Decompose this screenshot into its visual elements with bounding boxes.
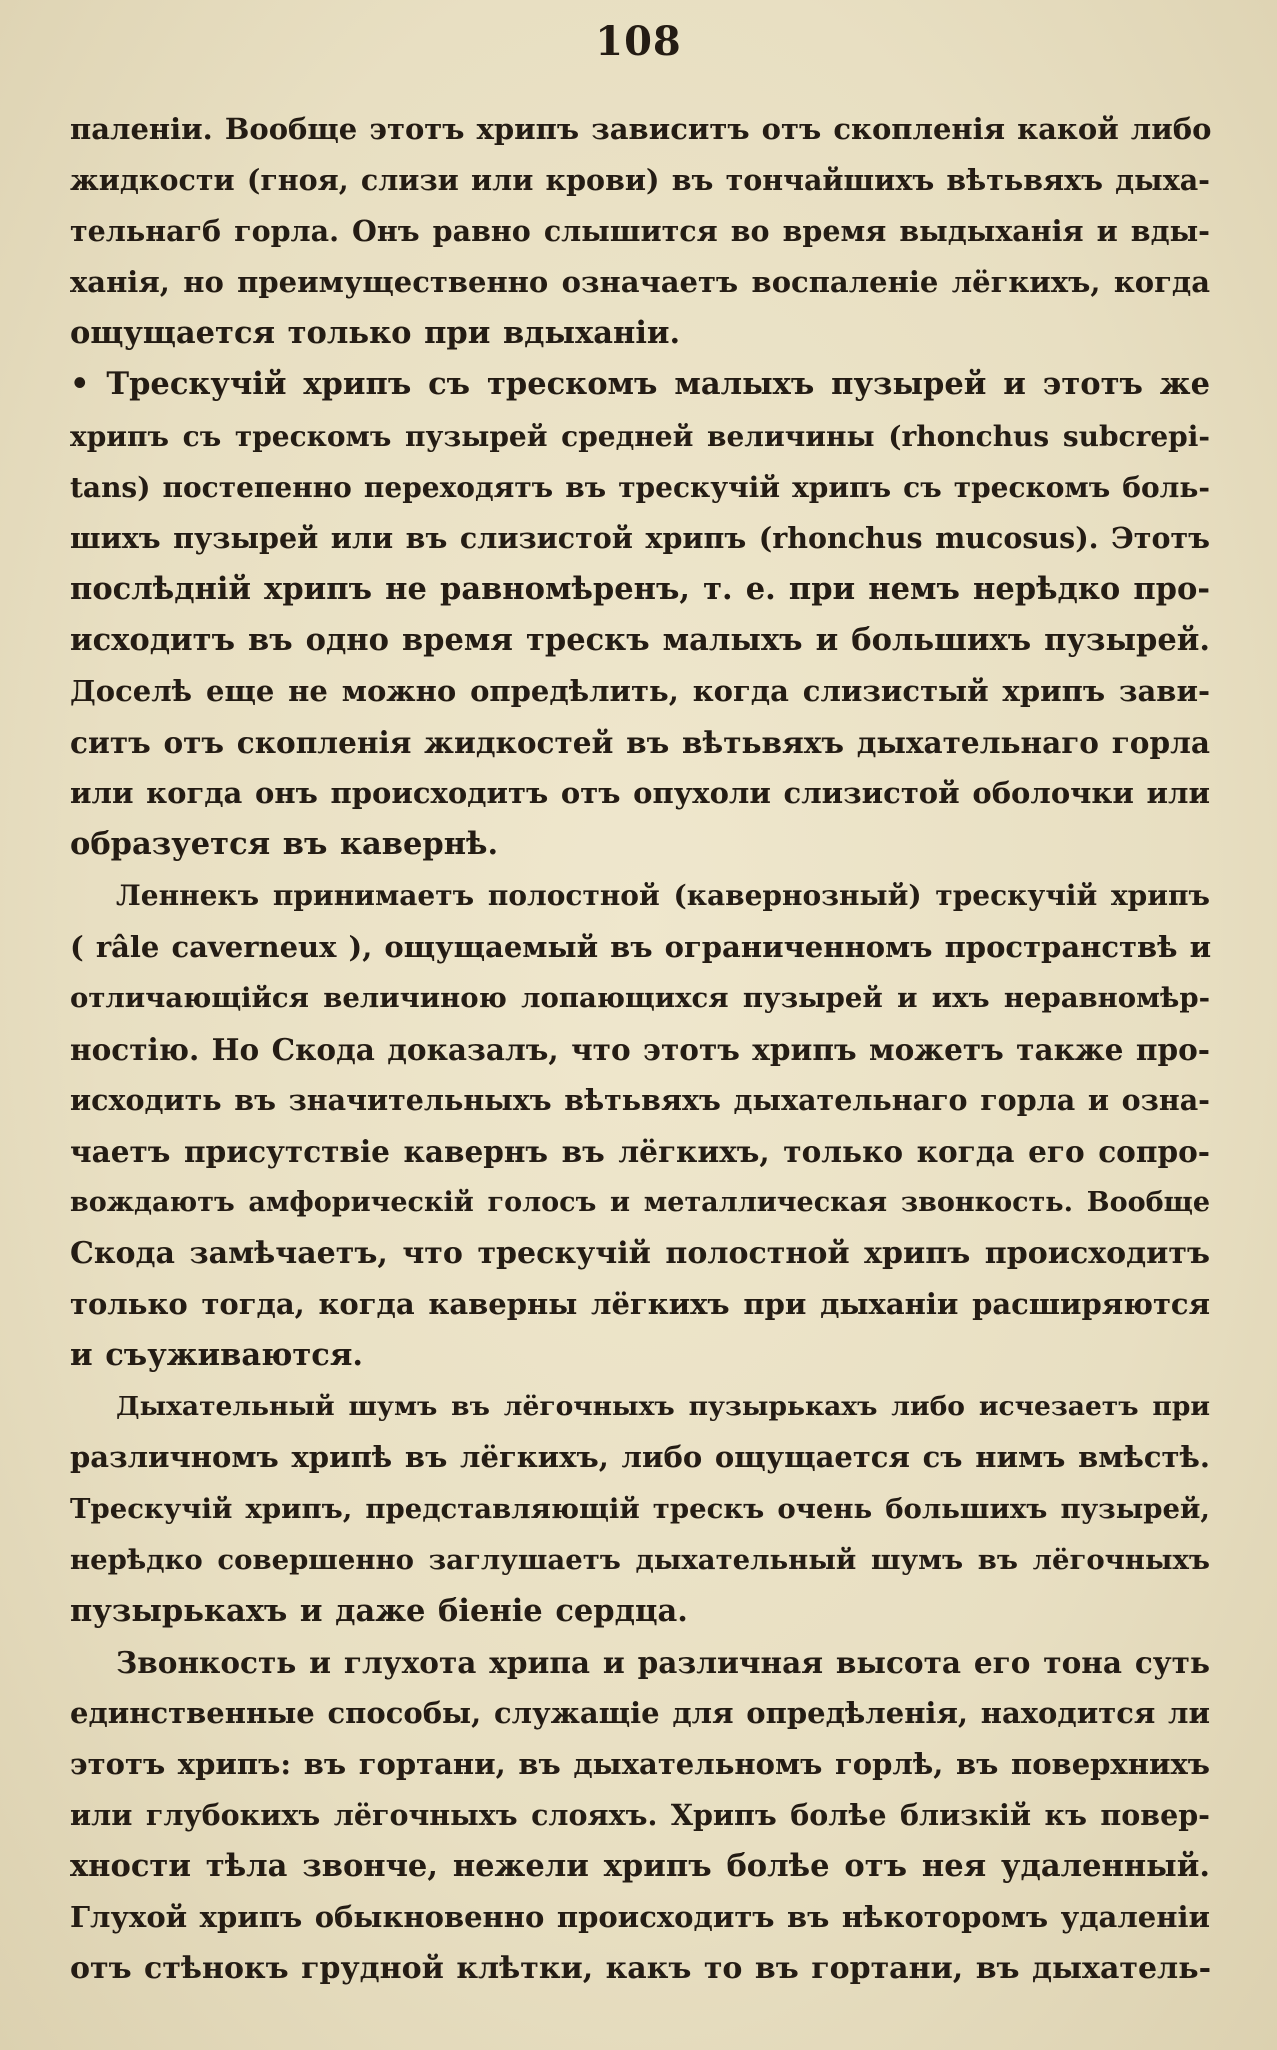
text-line: отличающійся величиною лопающихся пузырей и ихъ неравномѣр- bbox=[70, 981, 1210, 1014]
text-line: этотъ хрипъ: въ гортани, въ дыхательномъ горлѣ, въ поверхнихъ bbox=[70, 1747, 1210, 1781]
text-line: шихъ пузырей или въ слизистой хрипъ (rhonchus mucosus). Этотъ bbox=[70, 520, 1210, 555]
text-line: исходитъ въ одно время трескъ малыхъ и большихъ пузырей. bbox=[70, 621, 1210, 658]
text-line: • Трескучій хрипъ съ трескомъ малыхъ пузырей и этотъ же bbox=[70, 366, 1210, 403]
text-line: Дыхательный шумъ въ лёгочныхъ пузырькахъ либо исчезаетъ при bbox=[116, 1391, 1210, 1423]
text-line: нерѣдко совершенно заглушаетъ дыхательный шумъ въ лёгочныхъ bbox=[70, 1543, 1210, 1576]
text-line: Звонкость и глухота хрипа и различная высота его тона суть bbox=[116, 1644, 1210, 1680]
text-line: Доселѣ еще не можно опредѣлить, когда слизистый хрипъ зави- bbox=[70, 674, 1210, 709]
text-line: Леннекъ принимаетъ полостной (кавернозный) трескучій хрипъ bbox=[116, 879, 1210, 913]
text-line: ( râle caverneux ), ощущаемый въ ограниченномъ пространствѣ и bbox=[70, 929, 1212, 964]
text-line: Глухой хрипъ обыкновенно происходитъ въ нѣкоторомъ удаленіи bbox=[70, 1900, 1210, 1935]
text-line: жидкости (гноя, слизи или крови) въ тончайшихъ вѣтьвяхъ дыха- bbox=[70, 163, 1210, 198]
text-line: ханія, но преимущественно означаетъ воспаленіе лёгкихъ, когда bbox=[70, 265, 1210, 300]
text-line: тельнагб горла. Онъ равно слышится во время выдыханія и вды- bbox=[70, 214, 1210, 249]
text-line: паленіи. Вообще этотъ хрипъ зависитъ отъ скопленія какой либо bbox=[70, 112, 1212, 146]
text-line: или глубокихъ лёгочныхъ слояхъ. Хрипъ болѣе близкій къ повер- bbox=[70, 1798, 1210, 1833]
text-line: исходить въ значительныхъ вѣтьвяхъ дыхательнаго горла и озна- bbox=[70, 1082, 1210, 1117]
text-line: единственные способы, служащіе для опредѣленія, находится ли bbox=[70, 1695, 1210, 1730]
text-line: вождаютъ амфорическій голосъ и металлическая звонкость. Вообще bbox=[70, 1186, 1210, 1218]
text-line: чаетъ присутствіе кавернъ въ лёгкихъ, только когда его сопро- bbox=[70, 1133, 1210, 1169]
body-text bbox=[70, 104, 1210, 1994]
text-line: ситъ отъ скопленія жидкостей въ вѣтьвяхъ дыхательнаго горла bbox=[70, 725, 1210, 761]
text-line: Трескучій хрипъ, представляющій трескъ очень большихъ пузырей, bbox=[70, 1492, 1210, 1525]
text-line: или когда онъ происходитъ отъ опухоли слизистой оболочки или bbox=[70, 776, 1210, 811]
text-line: различномъ хрипѣ въ лёгкихъ, либо ощущается съ нимъ вмѣстѣ. bbox=[70, 1440, 1210, 1475]
text-line: образуется въ кавернѣ. bbox=[70, 826, 499, 863]
text-line: пузырькахъ и даже біеніе сердца. bbox=[70, 1592, 688, 1629]
text-line: Скода замѣчаетъ, что трескучій полостной хрипъ происходитъ bbox=[70, 1236, 1210, 1272]
page-number: 108 bbox=[595, 18, 682, 65]
text-line: tans) постепенно переходятъ въ трескучій хрипъ съ трескомъ боль- bbox=[70, 470, 1210, 504]
text-line: хрипъ съ трескомъ пузырей средней величины (rhonchus subcrepi- bbox=[70, 419, 1210, 453]
text-line: только тогда, когда каверны лёгкихъ при дыханіи расширяются bbox=[70, 1287, 1210, 1322]
text-line: ностію. Но Скода доказалъ, что этотъ хрипъ можетъ также про- bbox=[70, 1031, 1210, 1067]
text-line: послѣдній хрипъ не равномѣренъ, т. е. при немъ нерѣдко про- bbox=[70, 570, 1210, 607]
text-line: хности тѣла звонче, нежели хрипъ болѣе отъ нея удаленный. bbox=[70, 1848, 1210, 1885]
text-line: ощущается только при вдыханіи. bbox=[70, 315, 681, 352]
text-line: и съуживаются. bbox=[70, 1337, 364, 1374]
text-line: отъ стѣнокъ грудной клѣтки, какъ то въ гортани, въ дыхатель- bbox=[70, 1951, 1212, 1987]
